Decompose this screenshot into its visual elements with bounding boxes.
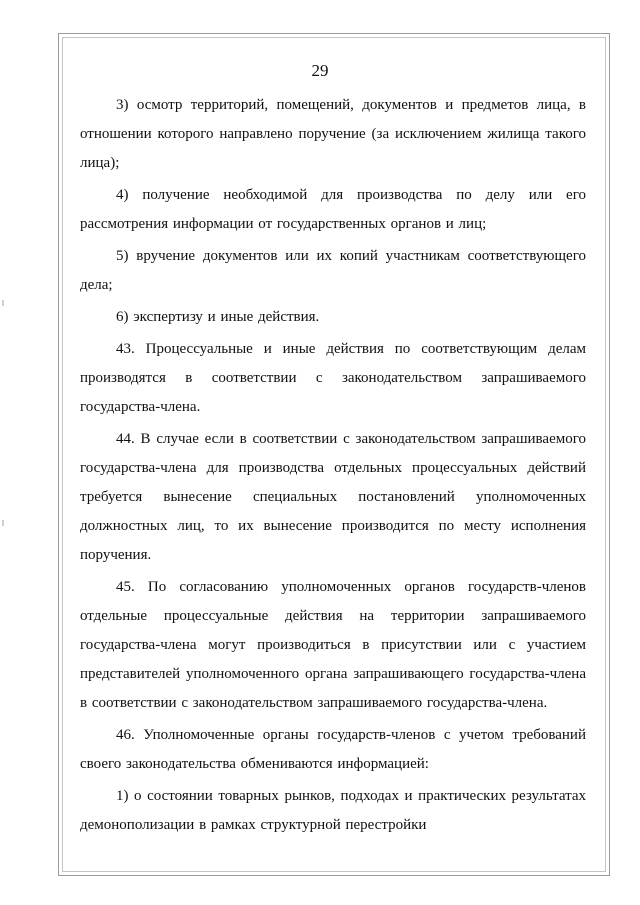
page-number: 29	[311, 61, 329, 80]
list-item-3: 3) осмотр территорий, помещений, документов и предметов лица, в отношении которого направлено поручение (за исключением жилища такого лица);	[80, 97, 586, 171]
scan-artifact	[2, 300, 4, 306]
list-item-5: 5) вручение документов или их копий участникам соответствующего дела;	[80, 248, 586, 293]
clause-43: 43. Процессуальные и иные действия по соответствующим делам производятся в соответствии с законодательством запрашиваемого государства-члена.	[80, 341, 586, 415]
document-body	[80, 91, 586, 840]
clause-46: 46. Уполномоченные органы государств-членов с учетом требований своего законодательства обмениваются информацией:	[80, 727, 586, 772]
list-item-6: 6) экспертизу и иные действия.	[116, 309, 320, 325]
list-item-4: 4) получение необходимой для производства по делу или его рассмотрения информации от государственных органов и лиц;	[80, 187, 586, 232]
clause-45: 45. По согласованию уполномоченных органов государств-членов отдельные процессуальные действия на территории запрашиваемого государства-члена могут производиться в присутствии или с участием представителей уполномоченного органа запрашивающего государства-члена в соответствии с законодательством запрашиваемого государства-члена.	[80, 579, 586, 711]
scan-artifact	[2, 520, 4, 526]
clause-44: 44. В случае если в соответствии с законодательством запрашиваемого государства-члена для производства отдельных процессуальных действий требуется вынесение специальных постановлений уполномоченных должностных лиц, то их вынесение производится по месту исполнения поручения.	[80, 431, 586, 563]
clause-46-item-1: 1) о состоянии товарных рынков, подходах и практических результатах демонополизации в рамках структурной перестройки	[80, 788, 586, 833]
